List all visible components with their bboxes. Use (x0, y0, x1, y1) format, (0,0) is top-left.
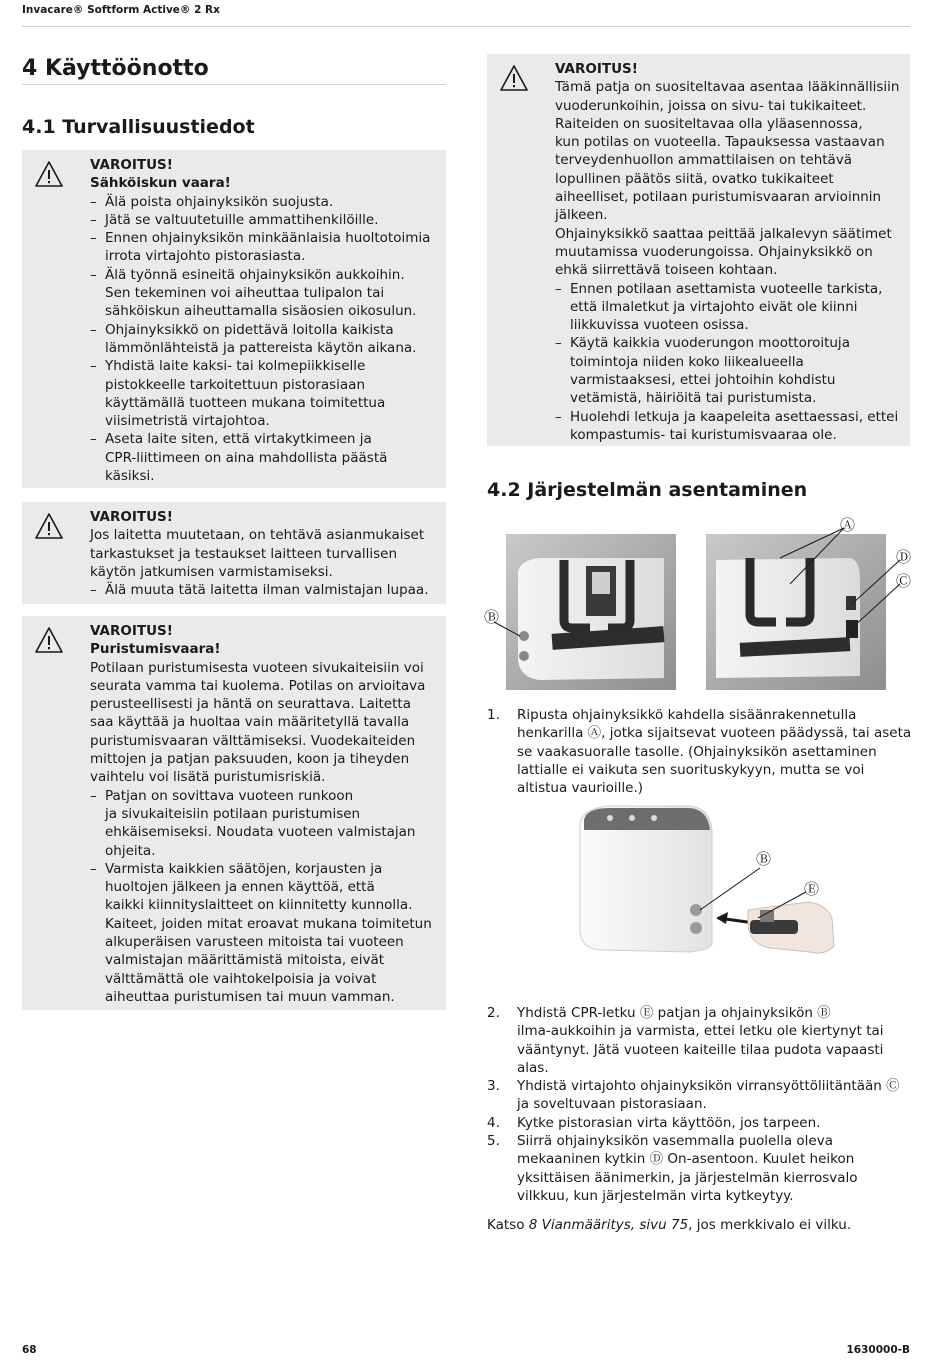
warning-line: kompastumis- tai kuristumisvaaraa ole. (570, 426, 837, 443)
warning-line: välttämättä ole vaihtokelpoisia ja voivat (105, 970, 377, 987)
warning-title: VAROITUS! (90, 157, 173, 173)
warning-line: Ohjainyksikkö saattaa peittää jalkalevyn säätimet (555, 225, 892, 242)
warning-line: että ilmaletkut ja virtajohto eivät ole kiinni (570, 298, 858, 315)
warning-line: seurata vamma tai kuolema. Potilas on arvioitava (90, 677, 426, 694)
callout-label-b: Ⓑ (484, 608, 500, 626)
warning-bullet: – Käytä kaikkia vuoderungon moottoroituja (555, 334, 902, 352)
header-rule (22, 26, 910, 27)
photo-control-unit-front (580, 806, 712, 952)
warning-line: käytön jatkumisen varmistamiseksi. (90, 563, 333, 580)
warning-line: lopullinen päätös siitä, ovatko tukikaiteet (555, 170, 834, 187)
warning-line: terveydenhuollon ammattilaisen on tehtävä (555, 152, 853, 169)
warning-line: jälkeen. (555, 207, 608, 224)
warning-bullet: – Aseta laite siten, että virtakytkimeen ja (90, 430, 438, 448)
warning-line: tarkastukset ja testaukset laitteen turvallisen (90, 545, 398, 562)
warning-line: ehkäisemiseksi. Noudata vuoteen valmistajan (105, 824, 416, 841)
warning-line: kun potilas on vuoteella. Tapauksessa vastaavan (555, 134, 885, 151)
warning-line: Raiteiden on suositeltavaa olla yläasennossa, (555, 115, 863, 132)
callout-label-d: Ⓓ (896, 548, 912, 566)
warning-line: ja sivukaiteisiin potilaan puristumisen (105, 805, 361, 822)
section-title: 4 Käyttöönotto (22, 56, 209, 81)
warning-line: varmistaaksesi, ettei johtoihin kohdistu (570, 372, 836, 389)
subsection-title-installation: 4.2 Järjestelmän asentaminen (487, 479, 808, 501)
warning-line: irrota virtajohto pistorasiasta. (105, 248, 306, 265)
warning-bullet: – Älä muuta tätä laitetta ilman valmistajan lupaa. (90, 581, 438, 599)
step-line: vääntynyt. Jätä vuoteen kaiteille tilaa pudota vapaasti (517, 1041, 884, 1058)
step-line: henkarilla Ⓐ, jotka sijaitsevat vuoteen päädyssä, tai aseta (517, 725, 912, 742)
warning-bullet: – Huolehdi letkuja ja kaapeleita asettaessasi, ettei (555, 408, 902, 426)
warning-line: Potilaan puristumisesta vuoteen sivukaiteisiin voi (90, 659, 424, 676)
arrow-head-icon (716, 912, 728, 924)
callout-label-c: Ⓒ (896, 572, 912, 590)
warning-line: huoltojen jälkeen ja ennen käyttöä, että (105, 879, 375, 896)
warning-subtitle: Sähköiskun vaara! (90, 175, 231, 192)
step-3 (487, 1077, 910, 1114)
figure-control-unit-hooks (480, 510, 920, 696)
photo-left-view (506, 534, 676, 690)
step-number: 3. (487, 1078, 500, 1095)
warning-line: Jos laitetta muutetaan, on tehtävä asianmukaiset (90, 527, 425, 544)
callout-label-e: Ⓔ (804, 880, 820, 898)
photo-right-view (706, 534, 886, 690)
callout-label-b: Ⓑ (756, 850, 772, 868)
warning-triangle-icon (34, 626, 64, 654)
warning-line: kaikki kiinnityslaitteet on kiinnitetty kunnolla. (105, 897, 413, 914)
step-4 (487, 1114, 910, 1132)
section-rule (22, 84, 446, 85)
step-line: ilma-aukkoihin ja varmista, ettei letku ole kiertynyt tai (517, 1023, 884, 1040)
step-number: 2. (487, 1005, 500, 1021)
warning-box-electric-shock (22, 150, 446, 488)
warning-line: käyttämällä tuotteen mukana toimitettua (105, 394, 386, 411)
warning-bullet: – Älä poista ohjainyksikön suojusta. (90, 193, 438, 211)
subsection-title-safety: 4.1 Turvallisuustiedot (22, 116, 255, 138)
warning-triangle-icon (499, 64, 529, 92)
warning-box-modification (22, 502, 446, 604)
warning-line: lämmönlähteistä ja pattereista käytön aikana. (105, 339, 417, 356)
step-2 (487, 1004, 910, 1077)
warning-line: puristumisvaaran välttämiseksi. Vuodekaiteiden (90, 732, 416, 749)
see-also-paragraph (487, 1216, 910, 1234)
warning-line: aiheuttaa puristumisen tai muun vamman. (105, 988, 395, 1005)
see-also-prefix: Katso (487, 1217, 529, 1233)
warning-line: Kaiteet, joiden mitat eroavat mukana toimitetun (105, 915, 432, 932)
warning-line: pistokkeelle tarkoitettuun pistorasiaan (105, 376, 365, 393)
step-line: se vaakasuoralle tasolle. (Ohjainyksikön asettaminen (517, 743, 877, 760)
warning-box-bed-frame (487, 54, 910, 446)
warning-title: VAROITUS! (90, 623, 173, 639)
step-line: Yhdistä virtajohto ohjainyksikön virransyöttöliitäntään Ⓒ (517, 1078, 900, 1095)
warning-line: liikkuvissa vuoteen osissa. (570, 317, 749, 334)
warning-triangle-icon (34, 160, 64, 188)
step-number: 5. (487, 1133, 500, 1150)
warning-title: VAROITUS! (555, 61, 638, 77)
step-line: ja soveltuvaan pistorasiaan. (517, 1096, 707, 1113)
step-line: alas. (517, 1059, 549, 1076)
cross-reference-link[interactable]: 8 Vianmääritys, sivu 75 (528, 1217, 689, 1233)
warning-line: Sen tekeminen voi aiheuttaa tulipalon tai (105, 285, 385, 302)
warning-line: vetämistä, häiriöitä tai puristumista. (570, 390, 817, 407)
see-also-suffix: , jos merkkivalo ei vilku. (688, 1217, 852, 1233)
step-5 (487, 1132, 910, 1205)
running-header: Invacare® Softform Active® 2 Rx (22, 4, 220, 16)
step-line: lattialle ei vaikuta sen suorituskykyyn, mutta se voi (517, 761, 865, 778)
warning-bullet: – Patjan on sovittava vuoteen runkoon (90, 787, 438, 805)
warning-bullet: – Jätä se valtuutetuille ammattihenkilöille. (90, 211, 438, 229)
step-line: Ripusta ohjainyksikkö kahdella sisäänrakennetulla (517, 707, 857, 723)
warning-line: saa käyttää ja huoltaa vain määritetyllä tavalla (90, 714, 410, 731)
callout-label-a: Ⓐ (840, 516, 856, 534)
steps-2-5 (487, 1004, 910, 1205)
warning-line: aiheelliset, potilaan puristumisvaaran arvioinnin (555, 189, 882, 206)
warning-title: VAROITUS! (90, 509, 173, 525)
document-number: 1630000-B (846, 1344, 910, 1356)
step-line: Yhdistä CPR-letku Ⓔ patjan ja ohjainyksikön Ⓑ (517, 1005, 831, 1021)
warning-bullet: – Ennen ohjainyksikön minkäänlaisia huoltotoimia (90, 229, 438, 247)
step-number: 1. (487, 707, 500, 723)
step-line: Kytke pistorasian virta käyttöön, jos tarpeen. (517, 1114, 821, 1131)
warning-line: perusteellisesti ja häntä on seurattava. Laitetta (90, 696, 411, 713)
warning-box-entrapment (22, 616, 446, 1010)
warning-line: valmistajan määrittämistä mitoista, eivät (105, 952, 385, 969)
warning-bullet: – Yhdistä laite kaksi- tai kolmepiikkiselle (90, 357, 438, 375)
photo-hand-with-cpr-plug (748, 902, 834, 953)
warning-line: muutamissa vuoderungoissa. Ohjainyksikkö on (555, 243, 873, 260)
step-line: yksittäisen äänimerkin, ja järjestelmän kierrosvalo (517, 1169, 858, 1186)
warning-bullet: – Varmista kaikkien säätöjen, korjausten ja (90, 860, 438, 878)
step-line: vilkkuu, kun järjestelmän virta kytkeytyy. (517, 1187, 794, 1204)
warning-triangle-icon (34, 512, 64, 540)
warning-line: käsiksi. (105, 468, 155, 485)
warning-bullet: – Ohjainyksikkö on pidettävä loitolla kaikista (90, 321, 438, 339)
figure-cpr-connection (570, 800, 870, 996)
page-number: 68 (22, 1344, 37, 1356)
warning-bullet: – Ennen potilaan asettamista vuoteelle tarkista, (555, 280, 902, 298)
warning-line: alkuperäisen varusteen mitoista tai vuoteen (105, 934, 404, 951)
warning-line: mittojen ja patjan paksuuden, koon ja tiheyden (90, 751, 410, 768)
step-number: 4. (487, 1114, 500, 1131)
step-1 (487, 706, 910, 797)
warning-line: Tämä patja on suositeltavaa asentaa lääkinnällisiin (555, 79, 900, 96)
warning-subtitle: Puristumisvaara! (90, 641, 221, 658)
warning-line: viisimetristä virtajohtoa. (105, 413, 270, 430)
step-line: altistua vaurioille.) (517, 780, 644, 797)
warning-line: vaihtelu voi lisätä puristumisriskiä. (90, 769, 326, 786)
step-line: mekaaninen kytkin Ⓓ On-asentoon. Kuulet heikon (517, 1151, 855, 1168)
warning-bullet: – Älä työnnä esineitä ohjainyksikön aukkoihin. (90, 266, 438, 284)
warning-line: toimintoja niiden koko liikealueella (570, 353, 804, 370)
warning-line: sähköiskun aiheuttamalla sisäosien oikosulun. (105, 303, 417, 320)
warning-line: CPR-liittimeen on aina mahdollista päästä (105, 449, 388, 466)
warning-line: ohjeita. (105, 842, 156, 859)
step-line: Siirrä ohjainyksikön vasemmalla puolella oleva (517, 1133, 834, 1150)
warning-line: ehkä siirrettävä toiseen kohtaan. (555, 262, 778, 279)
warning-line: vuoderunkoihin, joissa on sivu- tai tukikaiteet. (555, 97, 867, 114)
